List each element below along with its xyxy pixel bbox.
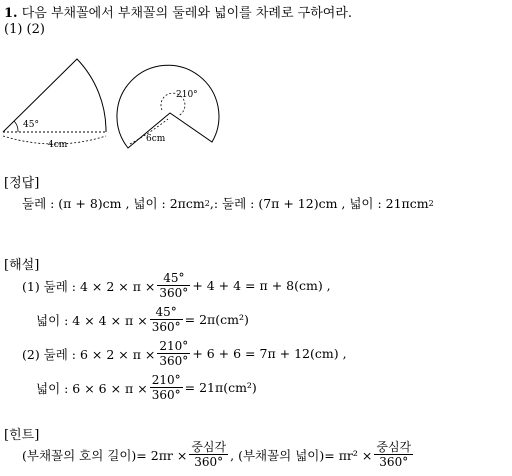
solution-line-2 <box>36 305 249 334</box>
answer-sup-1: 2 <box>204 198 210 208</box>
hint-pre: (부채꼴의 호의 길이)= 2πr × <box>22 447 188 463</box>
solution-l4-pre: 넓이 : 6 × 6 × π × <box>36 380 148 396</box>
sector-figure-1 <box>3 59 106 150</box>
frac-num: 45° <box>163 271 185 285</box>
fraction <box>150 373 183 402</box>
fraction <box>150 305 183 334</box>
solution-line-1 <box>22 271 331 300</box>
fraction <box>157 271 190 300</box>
frac-num: 중심각 <box>191 440 227 454</box>
problem-title <box>4 2 352 21</box>
solution-header: [해설] <box>4 258 40 273</box>
frac-den: 360° <box>159 286 189 300</box>
solution-line-4 <box>36 373 257 402</box>
fraction <box>157 339 190 368</box>
answer-text-2: ,: 둘레 : (7π + 12)cm , 넓이 : 21πcm <box>209 196 429 211</box>
solution-l1-pre: (1) 둘레 : 4 × 2 × π × <box>22 278 156 294</box>
answer-text-1: 둘레 : (π + 8)cm , 넓이 : 2πcm <box>22 196 205 211</box>
answer-sup-2: 2 <box>428 198 434 208</box>
hint-header: [힌트] <box>4 428 40 443</box>
answer-line <box>22 194 434 212</box>
problem-statement: 다음 부채꼴에서 부채꼴의 둘레와 넓이를 차례로 구하여라. <box>21 6 353 21</box>
answer-header: [정답] <box>4 176 40 191</box>
solution-l2-pre: 넓이 : 4 × 4 × π × <box>36 312 148 328</box>
frac-num: 210° <box>151 373 181 387</box>
fraction <box>374 440 413 469</box>
sector-figures <box>0 46 512 158</box>
sector-figure-2 <box>117 65 219 148</box>
frac-den: 360° <box>159 354 189 368</box>
frac-num: 중심각 <box>376 440 412 454</box>
figure1-angle-label: 45° <box>23 120 39 130</box>
solution-line-3 <box>22 339 347 368</box>
figure2-radius-label: 6cm <box>146 134 166 144</box>
frac-den: 360° <box>194 455 224 469</box>
frac-den: 360° <box>151 320 181 334</box>
figure1-radius-label: 4cm <box>48 140 68 150</box>
solution-l1-post: + 4 + 4 = π + 8(cm) , <box>192 278 331 293</box>
solution-l3-post: + 6 + 6 = 7π + 12(cm) , <box>192 346 347 361</box>
hint-line <box>22 440 415 469</box>
solution-l4-post: = 21π(cm²) <box>184 380 257 395</box>
frac-den: 360° <box>151 388 181 402</box>
figure2-angle-label: 210° <box>176 90 198 100</box>
hint-mid: , (부채꼴의 넓이)= πr² × <box>230 447 373 463</box>
solution-l2-post: = 2π(cm²) <box>184 312 249 327</box>
frac-num: 45° <box>155 305 177 319</box>
part-labels: (1) (2) <box>4 22 45 37</box>
frac-num: 210° <box>159 339 189 353</box>
fraction <box>189 440 228 469</box>
frac-den: 360° <box>379 455 409 469</box>
problem-number: 1. <box>4 6 18 21</box>
solution-l3-pre: (2) 둘레 : 6 × 2 × π × <box>22 346 156 362</box>
